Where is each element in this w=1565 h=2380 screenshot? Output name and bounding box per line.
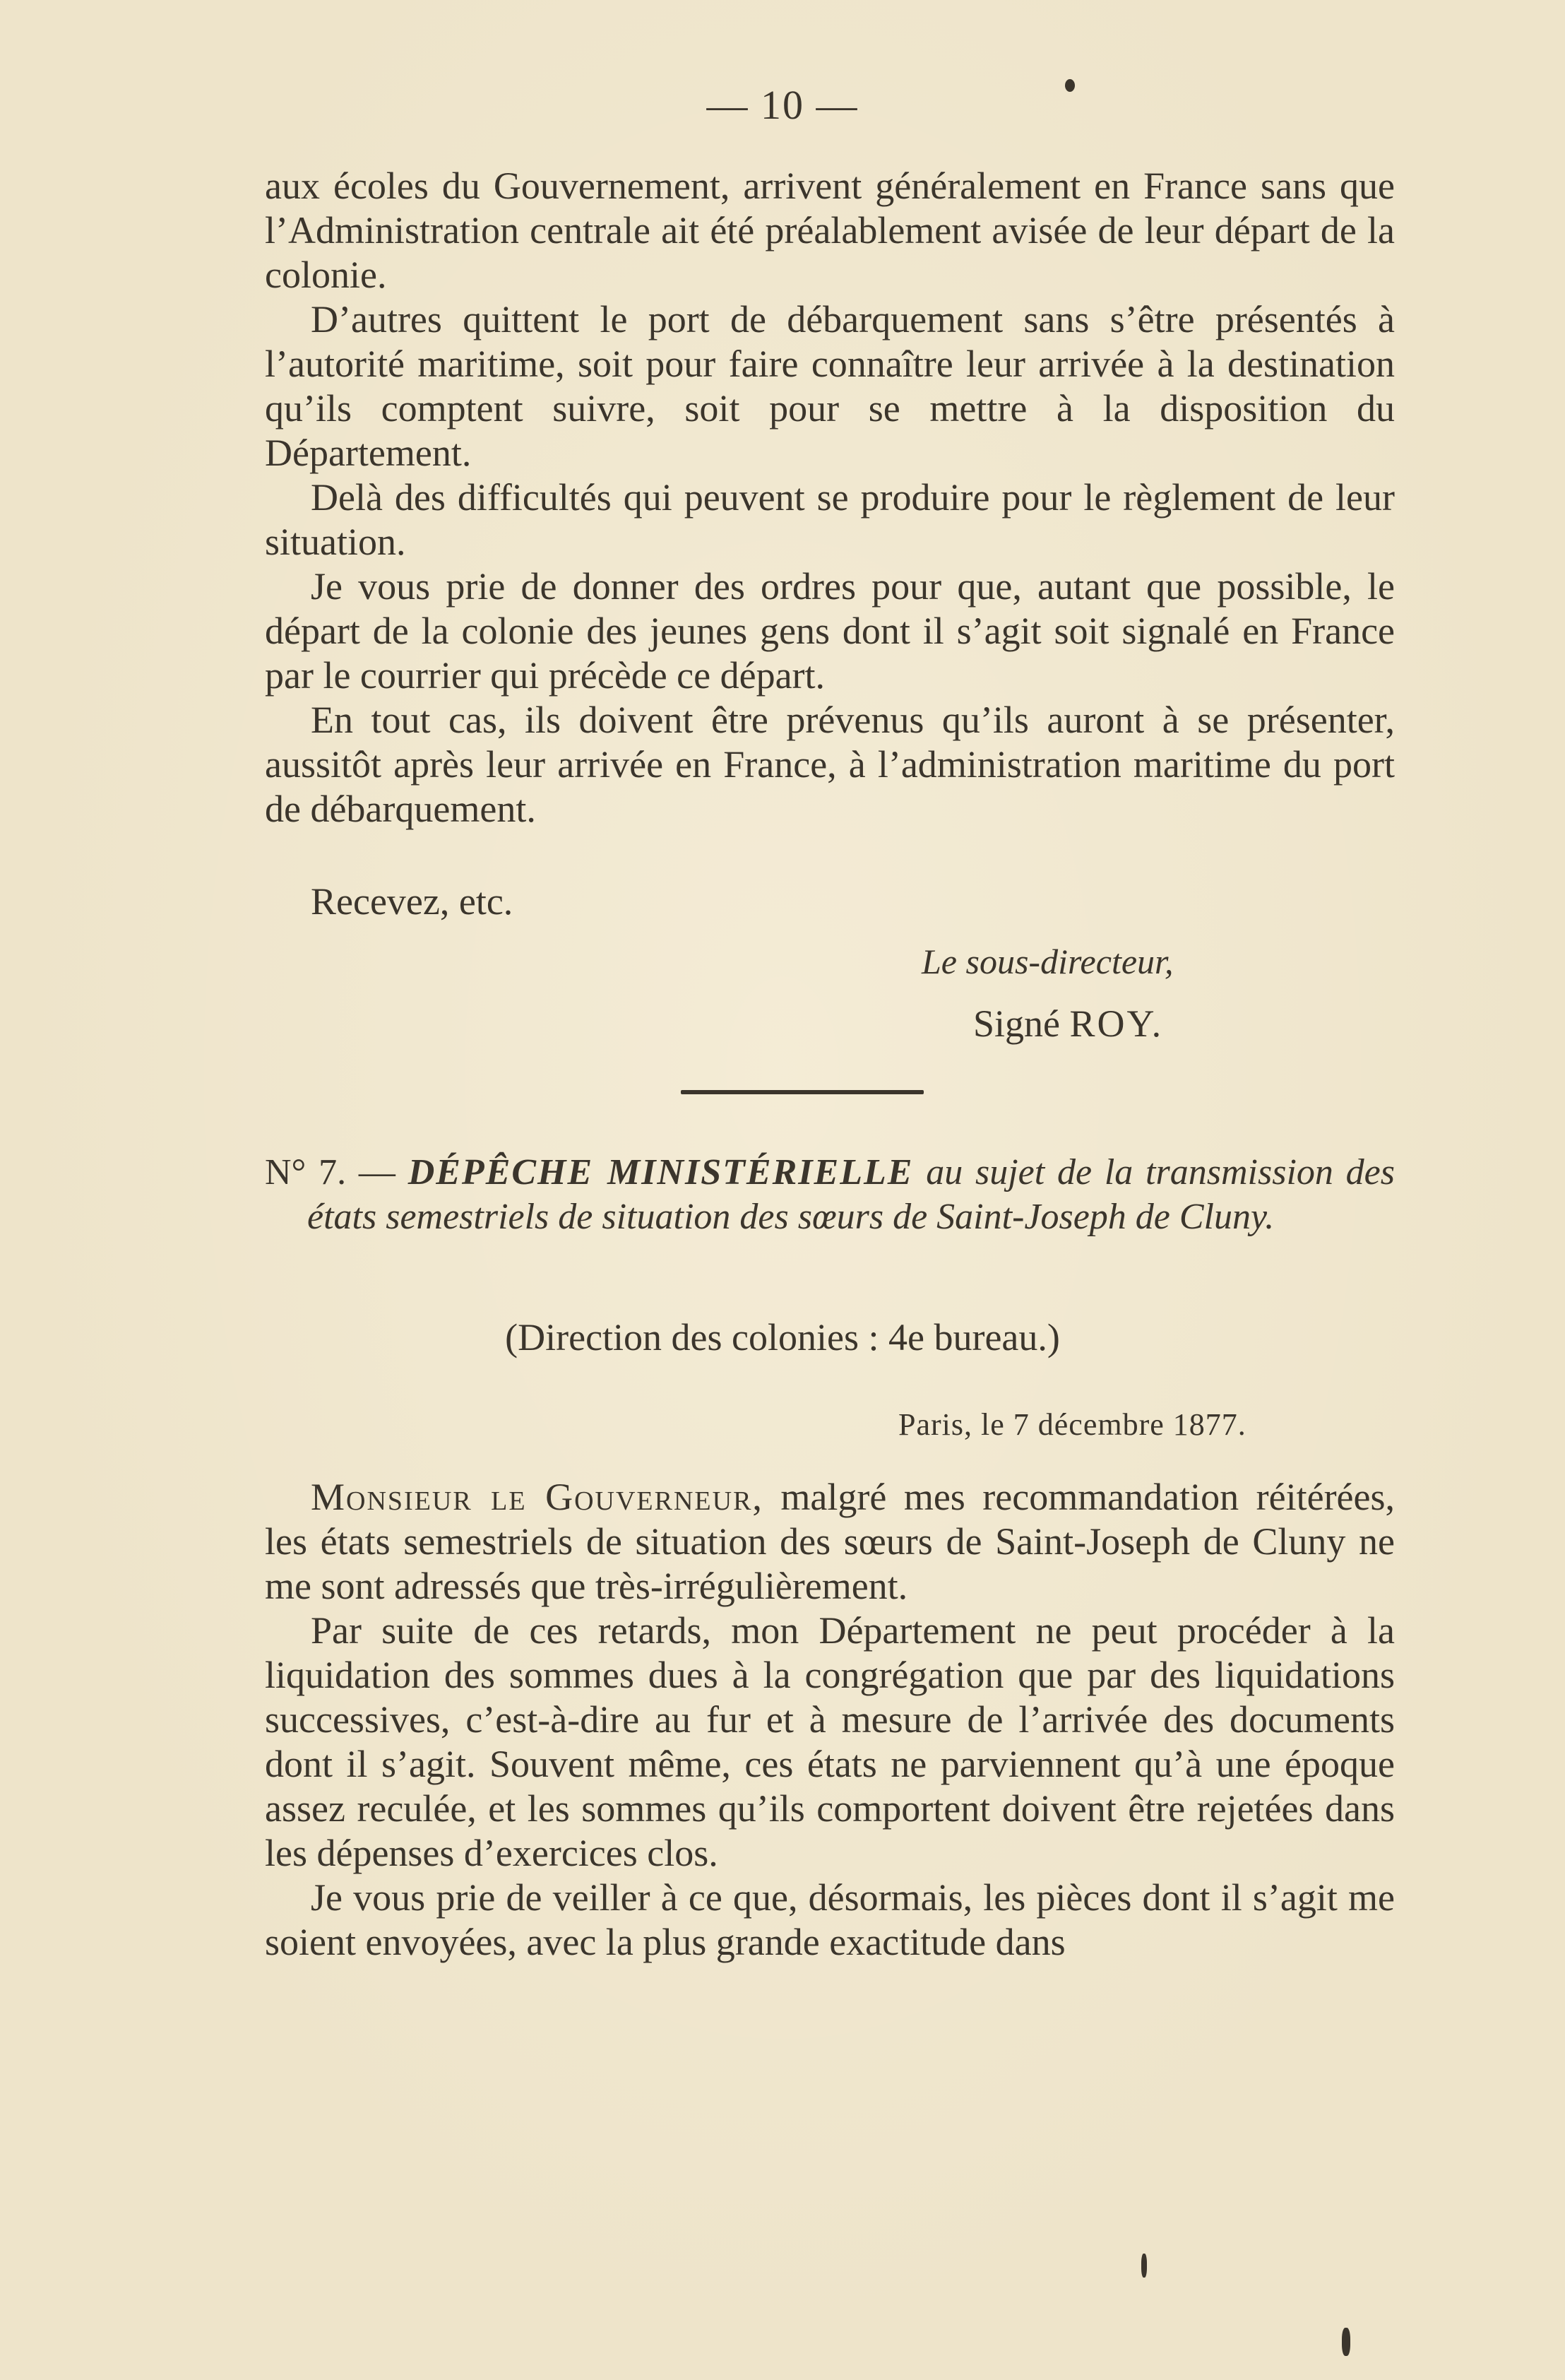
signature-prefix: Signé — [973, 1002, 1070, 1045]
paragraph: Je vous prie de veiller à ce que, désormais, les pièces dont il s’agit me soient envoyées, avec la plus grande exactitude dans — [265, 1876, 1395, 1963]
ink-speck — [1342, 2328, 1350, 2356]
section-title: DÉPÊCHE MINISTÉRIELLE — [407, 1152, 914, 1192]
section-heading — [265, 1150, 1395, 1239]
letter-body — [265, 1475, 1395, 1965]
section-divider — [681, 1090, 924, 1094]
letter-first-paragraph-text: malgré mes recommandation réitérées, les états semestriels de situation des sœurs de Saint-Joseph de Cluny ne me sont adressés que très-irrégulièrement. — [265, 1476, 1396, 1607]
paragraph: En tout cas, ils doivent être prévenus qu’ils auront à se présenter, aussitôt après leur arrivée en France, à l’administration maritime du port de débarquement. — [265, 699, 1395, 830]
dateline: Paris, le 7 décembre 1877. — [898, 1407, 1246, 1442]
top-text-block — [265, 164, 1395, 831]
closing-formula: Recevez, etc. — [311, 880, 513, 923]
section-direction: (Direction des colonies : 4e bureau.) — [505, 1316, 1060, 1358]
signature-name: ROY. — [1069, 1002, 1164, 1045]
letter-first-paragraph — [265, 1475, 1395, 1609]
paragraph: Delà des difficultés qui peuvent se produire pour le règlement de leur situation. — [265, 476, 1395, 563]
ink-speck — [1065, 79, 1075, 92]
paragraph: Je vous prie de donner des ordres pour que, autant que possible, le départ de la colonie des jeunes gens dont il s’agit soit signalé en France par le courrier qui précède ce départ. — [265, 565, 1395, 697]
signature — [973, 1002, 1163, 1046]
paragraph: D’autres quittent le port de débarquement sans s’être présentés à l’autorité maritime, soit pour faire connaître leur arrivée à la destination qu’ils comptent suivre, soit pour se mettre à la disposition du Département. — [265, 298, 1395, 474]
page-number: — 10 — — [706, 82, 859, 128]
paragraph: aux écoles du Gouvernement, arrivent généralement en France sans que l’Administration centrale ait été préalablement avisée de leur départ de la colonie. — [265, 165, 1395, 296]
paragraph: Par suite de ces retards, mon Département ne peut procéder à la liquidation des sommes dues à la congrégation que par des liquidations successives, c’est-à-dire au fur et à mesure de l’arrivée des documents dont il s’agit. Souvent même, ces états ne parviennent qu’à une époque assez reculée, et les sommes qu’ils comportent doivent être rejetées dans les dépenses d’exercices clos. — [265, 1609, 1395, 1874]
ink-speck — [1141, 2254, 1147, 2278]
section-subject: au sujet de la transmission des états semestriels de situation des sœurs de Saint-Joseph de Cluny. — [307, 1152, 1395, 1237]
salutation: Monsieur le Gouverneur, — [311, 1476, 763, 1518]
signature-title: Le sous-directeur, — [922, 942, 1174, 981]
section-number: N° 7. — — [265, 1152, 408, 1192]
